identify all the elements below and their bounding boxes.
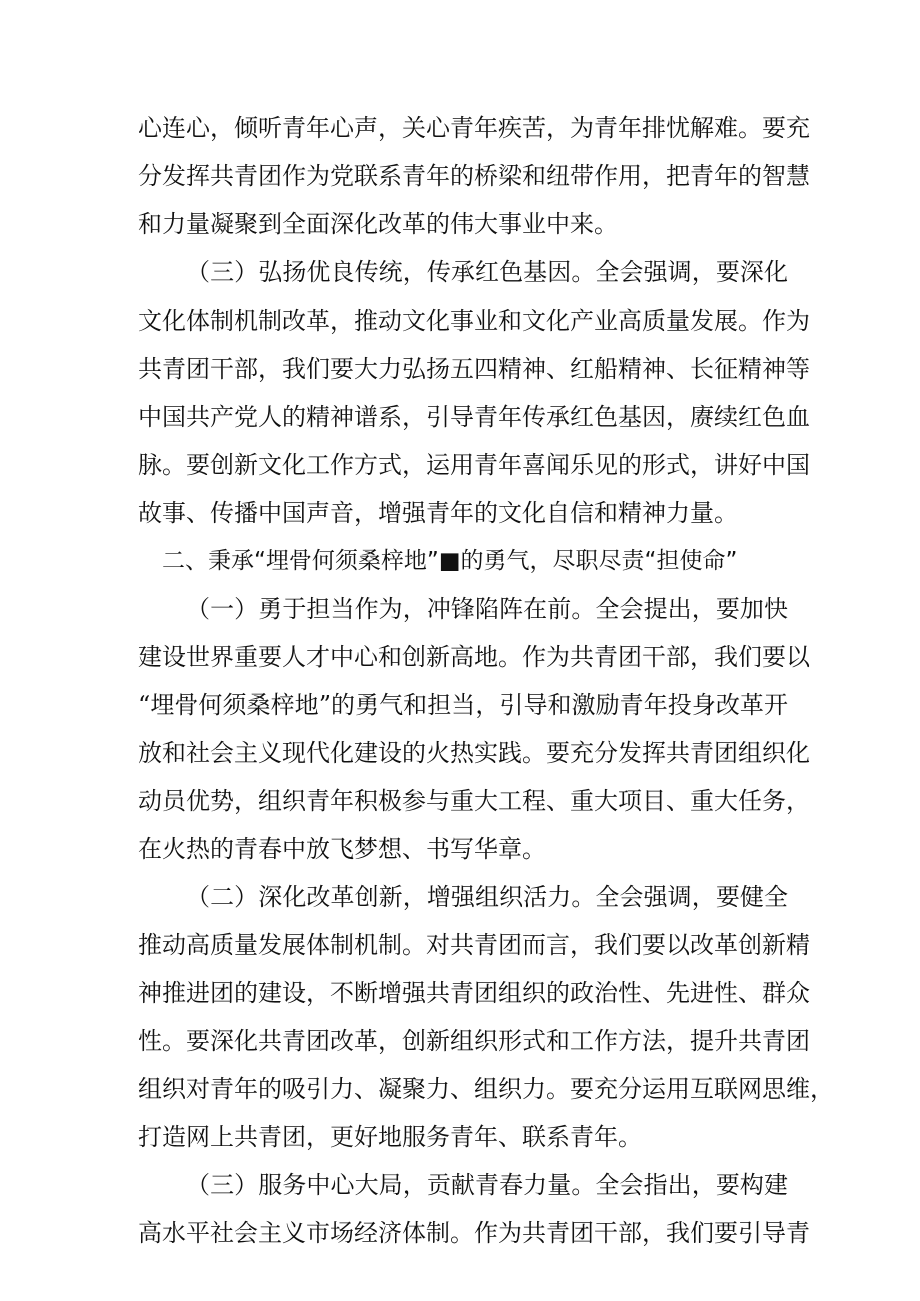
body-text-line: （三）服务中心大局，贡献青春力量。全会指出，要构建 [186,1171,788,1199]
body-text-line: （一）勇于担当作为，冲锋陷阵在前。全会提出，要加快 [186,595,788,623]
body-text-line: 心连心，倾听青年心声，关心青年疾苦，为青年排忧解难。要充 [138,114,810,142]
section-heading: 二、秉承“埋骨何须桑梓地”■的勇气，尽职尽责“担使命” [162,548,738,574]
body-text-line: 文化体制机制改革，推动文化事业和文化产业高质量发展。作为 [138,307,810,335]
body-text-line: 打造网上共青团，更好地服务青年、联系青年。 [138,1123,642,1151]
body-text-line: 故事、传播中国声音，增强青年的文化自信和精神力量。 [138,499,738,527]
body-text-line: （三）弘扬优良传统，传承红色基因。全会强调，要深化 [186,258,788,286]
body-text-line: 动员优势，组织青年积极参与重大工程、重大项目、重大任务， [138,787,810,815]
body-text-line: 在火热的青春中放飞梦想、书写华章。 [138,835,546,863]
body-text-line: 共青团干部，我们要大力弘扬五四精神、红船精神、长征精神等 [138,355,810,383]
body-text-line: 高水平社会主义市场经济体制。作为共青团干部，我们要引导青 [138,1219,810,1247]
body-text-line: 放和社会主义现代化建设的火热实践。要充分发挥共青团组织化 [138,739,810,767]
body-text-line: 分发挥共青团作为党联系青年的桥梁和纽带作用，把青年的智慧 [138,162,810,190]
body-text-line: 组织对青年的吸引力、凝聚力、组织力。要充分运用互联网思维， [138,1075,834,1103]
body-text-line: 中国共产党人的精神谱系，引导青年传承红色基因，赓续红色血 [138,403,810,431]
body-text-line: 和力量凝聚到全面深化改革的伟大事业中来。 [138,210,618,238]
body-text-line: “埋骨何须桑梓地”的勇气和担当，引导和激励青年投身改革开 [138,691,788,719]
body-text-line: 性。要深化共青团改革，创新组织形式和工作方法，提升共青团 [138,1027,810,1055]
body-text-line: 神推进团的建设，不断增强共青团组织的政治性、先进性、群众 [138,979,810,1007]
body-text-line: 脉。要创新文化工作方式，运用青年喜闻乐见的形式，讲好中国 [138,451,810,479]
body-text-line: 推动高质量发展体制机制。对共青团而言，我们要以改革创新精 [138,931,810,959]
body-text-line: 建设世界重要人才中心和创新高地。作为共青团干部，我们要以 [138,643,810,671]
body-text-line: （二）深化改革创新，增强组织活力。全会强调，要健全 [186,883,788,911]
